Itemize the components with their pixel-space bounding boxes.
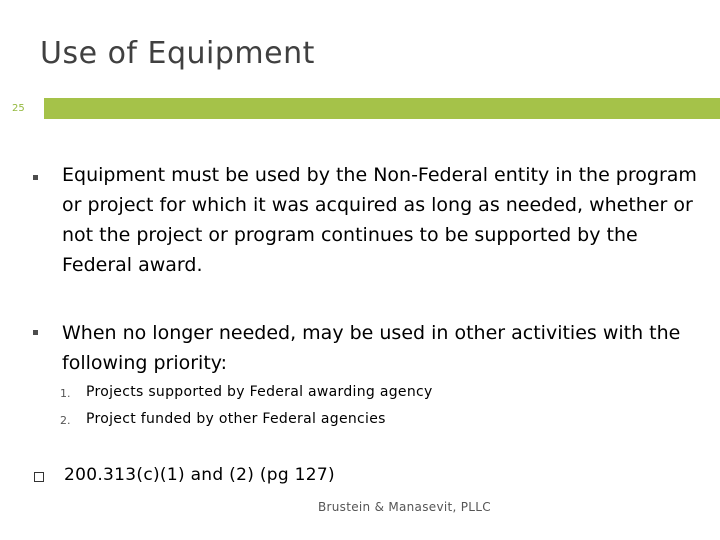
bullet-text: When no longer needed, may be used in other activities with the following priority:	[62, 322, 681, 374]
citation-text: 200.313(c)(1) and (2) (pg 127)	[64, 465, 335, 485]
accent-bar	[44, 98, 720, 119]
list-item: Project funded by other Federal agencies	[86, 411, 386, 427]
bullet-marker	[33, 175, 38, 180]
hollow-square-bullet	[34, 472, 44, 482]
list-number: 1.	[60, 387, 71, 400]
slide-title: Use of Equipment	[40, 36, 315, 71]
footer-text: Brustein & Manasevit, PLLC	[318, 500, 491, 514]
slide-number: 25	[12, 103, 25, 114]
list-number: 2.	[60, 414, 71, 427]
bullet-marker	[33, 330, 38, 335]
list-item: Projects supported by Federal awarding agency	[86, 384, 433, 400]
bullet-text: Equipment must be used by the Non-Federal entity in the program or project for which it was acquired as long as needed, whether or not the project or program continues to be supported by the Federal award.	[62, 164, 697, 276]
